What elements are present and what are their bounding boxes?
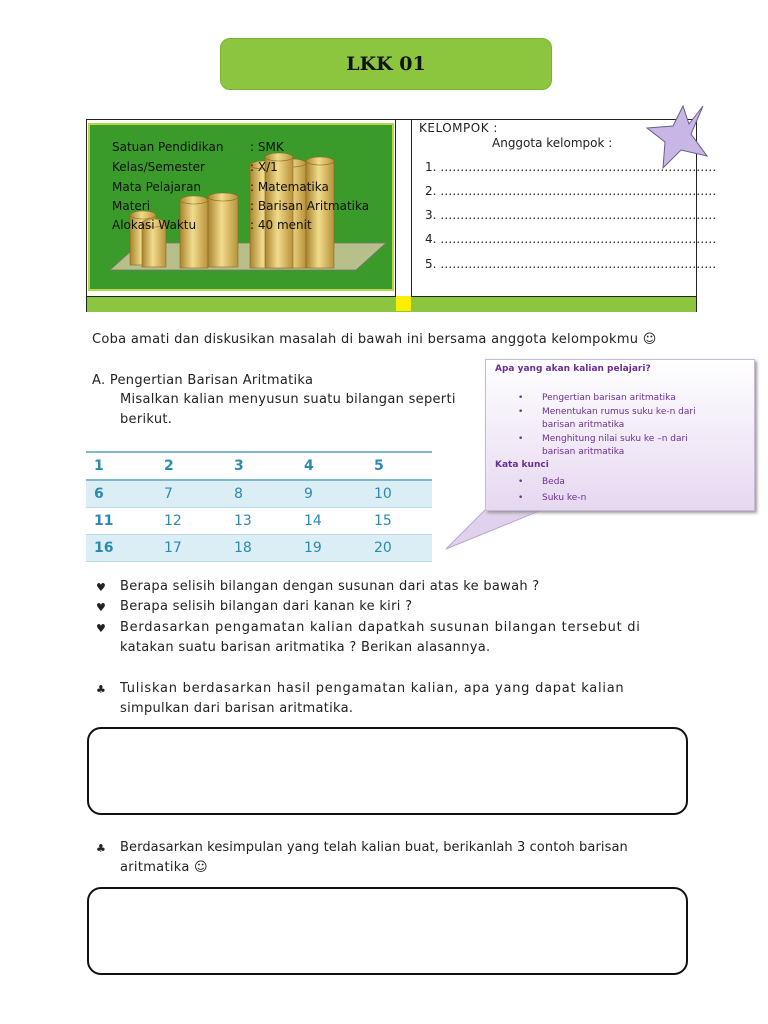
member-line-2[interactable]: 2. …………………………………………………………… bbox=[425, 184, 717, 198]
question-2: Berapa selisih bilangan dari kanan ke kiri ? bbox=[120, 599, 413, 614]
member-line-5[interactable]: 5. …………………………………………………………… bbox=[425, 257, 717, 271]
info-value-kelas: : X/1 bbox=[250, 160, 278, 174]
table-cell: 17 bbox=[156, 535, 226, 562]
table-row bbox=[86, 452, 432, 480]
anggota-label: Anggota kelompok : bbox=[492, 136, 613, 150]
bullet-dot-icon: • bbox=[518, 434, 524, 444]
callout-item: barisan aritmatika bbox=[542, 447, 625, 457]
answer-box-1[interactable] bbox=[87, 727, 688, 815]
table-cell: 7 bbox=[156, 480, 226, 508]
info-label-kelas: Kelas/Semester bbox=[112, 160, 205, 174]
bullet-dot-icon: • bbox=[518, 477, 524, 487]
callout-heading: Apa yang akan kalian pelajari? bbox=[495, 364, 651, 374]
table-cell: 9 bbox=[296, 480, 366, 508]
info-value-alokasi: : 40 menit bbox=[250, 218, 312, 232]
club-bullet-icon: ♣ bbox=[96, 842, 106, 855]
table-cell: 16 bbox=[86, 535, 156, 562]
table-cell: 18 bbox=[226, 535, 296, 562]
header-yellow-cell bbox=[396, 296, 411, 311]
question-1: Berapa selisih bilangan dengan susunan dari atas ke bawah ? bbox=[120, 579, 540, 594]
bullet-dot-icon: • bbox=[518, 493, 524, 503]
table-row bbox=[86, 535, 432, 562]
answer-box-2[interactable] bbox=[87, 887, 688, 975]
info-label-materi: Materi bbox=[112, 199, 151, 213]
header-divider bbox=[395, 119, 412, 312]
star-icon bbox=[645, 104, 711, 172]
table-cell: 12 bbox=[156, 508, 226, 535]
info-panel bbox=[88, 123, 394, 291]
callout-pointer bbox=[444, 505, 564, 551]
callout-item: barisan aritmatika bbox=[542, 420, 625, 430]
learning-callout bbox=[485, 359, 755, 511]
table-cell: 5 bbox=[366, 452, 432, 480]
heart-bullet-icon: ♥ bbox=[96, 581, 106, 594]
info-label-alokasi: Alokasi Waktu bbox=[112, 218, 197, 232]
table-cell: 8 bbox=[226, 480, 296, 508]
kelompok-label: KELOMPOK : bbox=[419, 121, 498, 135]
callout-keyword: Suku ke-n bbox=[542, 493, 587, 503]
question-5-line2: aritmatika ☺ bbox=[120, 860, 208, 875]
page-title: LKK 01 bbox=[220, 38, 552, 90]
member-line-4[interactable]: 4. …………………………………………………………… bbox=[425, 232, 717, 246]
heart-bullet-icon: ♥ bbox=[96, 622, 106, 635]
question-5-line1: Berdasarkan kesimpulan yang telah kalian buat, berikanlah 3 contoh barisan bbox=[120, 840, 628, 855]
club-bullet-icon: ♣ bbox=[96, 683, 106, 696]
callout-item: Pengertian barisan aritmatika bbox=[542, 393, 676, 403]
info-label-mapel: Mata Pelajaran bbox=[112, 180, 202, 194]
table-cell: 4 bbox=[296, 452, 366, 480]
info-value-satuan: : SMK bbox=[250, 140, 284, 154]
table-cell: 14 bbox=[296, 508, 366, 535]
callout-keyword: Beda bbox=[542, 477, 565, 487]
table-cell: 1 bbox=[86, 452, 156, 480]
header-green-strip bbox=[87, 296, 696, 312]
table-cell: 19 bbox=[296, 535, 366, 562]
number-table bbox=[86, 451, 432, 562]
section-a-text-line1: Misalkan kalian menyusun suatu bilangan seperti bbox=[120, 392, 456, 407]
table-cell: 2 bbox=[156, 452, 226, 480]
question-4-line2: simpulkan dari barisan aritmatika. bbox=[120, 701, 354, 716]
table-row bbox=[86, 508, 432, 535]
bullet-dot-icon: • bbox=[518, 407, 524, 417]
member-line-3[interactable]: 3. …………………………………………………………… bbox=[425, 208, 717, 222]
question-3-line2: katakan suatu barisan aritmatika ? Berikan alasannya. bbox=[120, 640, 491, 655]
callout-item: Menentukan rumus suku ke-n dari bbox=[542, 407, 696, 417]
heart-bullet-icon: ♥ bbox=[96, 601, 106, 614]
table-cell: 10 bbox=[366, 480, 432, 508]
info-value-mapel: : Matematika bbox=[250, 180, 329, 194]
table-cell: 3 bbox=[226, 452, 296, 480]
member-line-1[interactable]: 1. …………………………………………………………… bbox=[425, 160, 717, 174]
section-a-heading: A. Pengertian Barisan Aritmatika bbox=[92, 373, 314, 388]
question-4-line1: Tuliskan berdasarkan hasil pengamatan kalian, apa yang dapat kalian bbox=[120, 681, 625, 696]
callout-keyword-heading: Kata kunci bbox=[495, 460, 549, 470]
bullet-dot-icon: • bbox=[518, 393, 524, 403]
table-cell: 11 bbox=[86, 508, 156, 535]
table-cell: 13 bbox=[226, 508, 296, 535]
section-a-text-line2: berikut. bbox=[120, 412, 173, 427]
table-cell: 6 bbox=[86, 480, 156, 508]
table-row bbox=[86, 480, 432, 508]
intro-text: Coba amati dan diskusikan masalah di bawah ini bersama anggota kelompokmu ☺ bbox=[92, 332, 657, 347]
table-cell: 20 bbox=[366, 535, 432, 562]
callout-item: Menghitung nilai suku ke –n dari bbox=[542, 434, 688, 444]
question-3-line1: Berdasarkan pengamatan kalian dapatkah susunan bilangan tersebut di bbox=[120, 620, 641, 635]
info-label-satuan: Satuan Pendidikan bbox=[112, 140, 224, 154]
info-value-materi: : Barisan Aritmatika bbox=[250, 199, 370, 213]
table-cell: 15 bbox=[366, 508, 432, 535]
